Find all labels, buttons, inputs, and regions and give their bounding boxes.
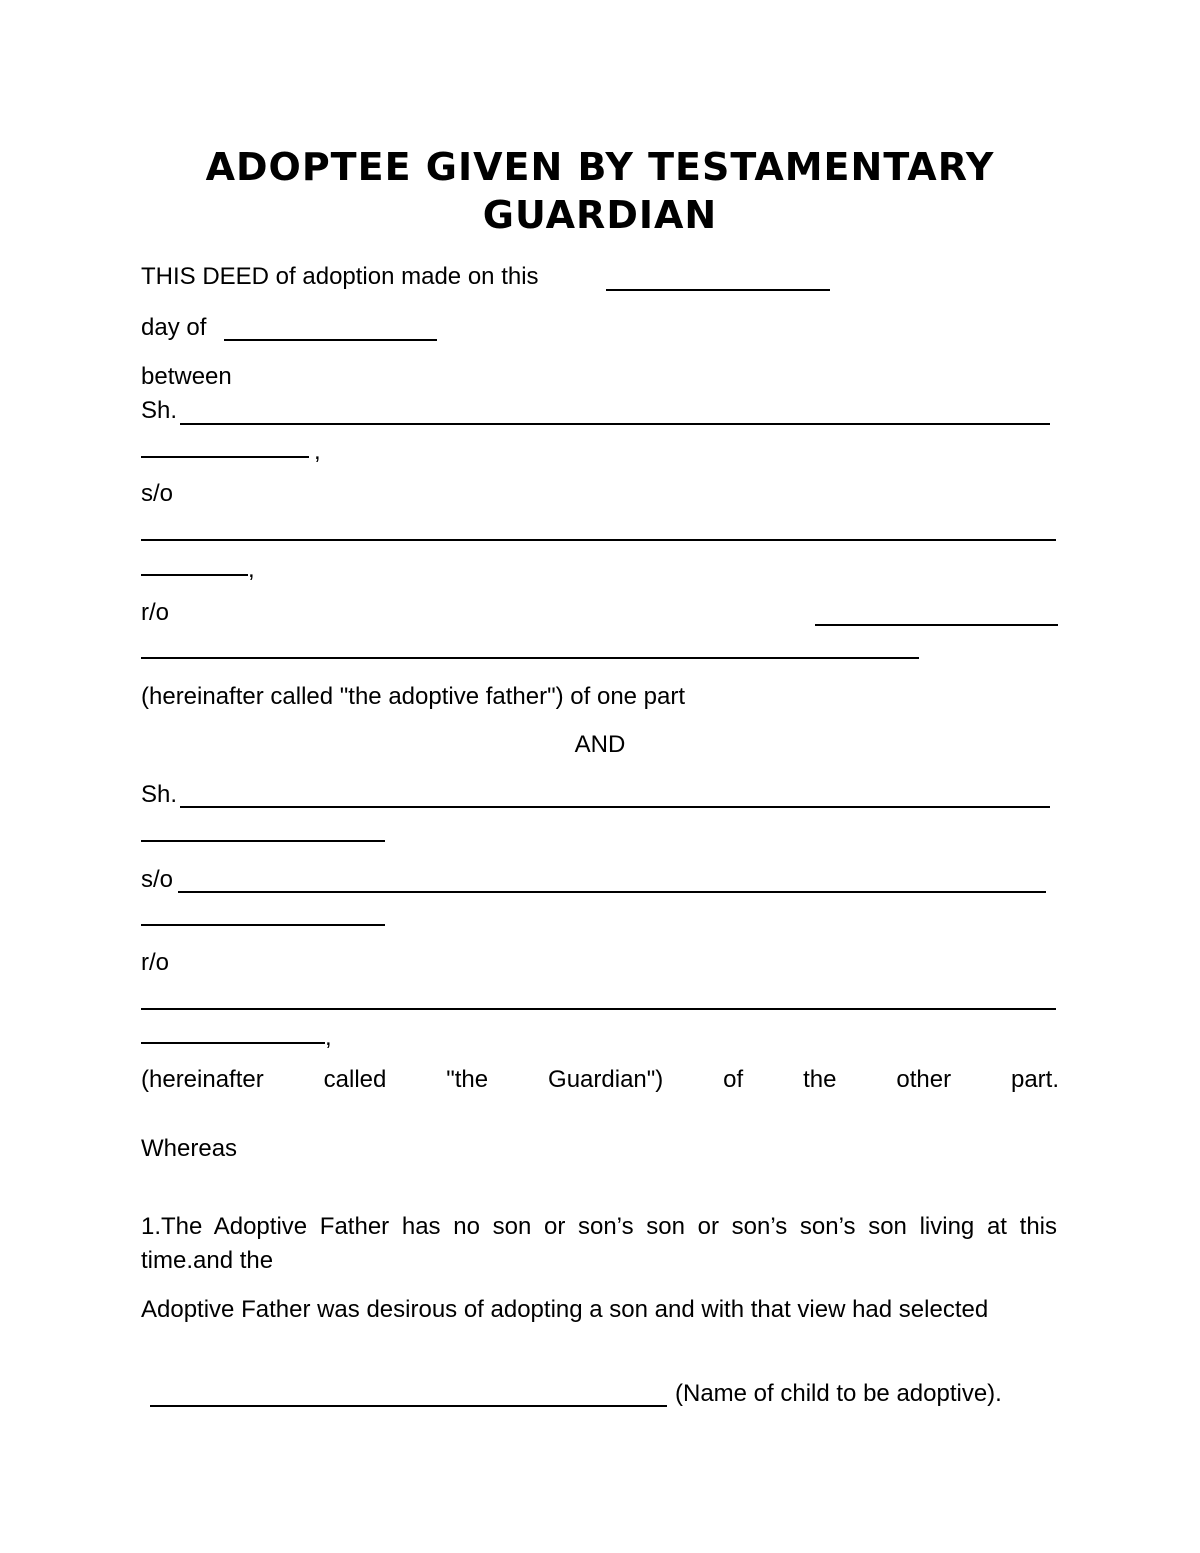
adoptive-father-parent-blank[interactable] — [141, 539, 1056, 541]
day-of-label: day of — [141, 314, 207, 341]
document-title-line2: GUARDIAN — [482, 193, 718, 237]
guardian-name-blank-2[interactable] — [141, 840, 385, 842]
adoptive-father-clause: (hereinafter called "the adoptive father") of one part — [141, 683, 686, 710]
adoptive-father-so-label: s/o — [141, 480, 174, 507]
adoptive-father-ro-label: r/o — [141, 599, 170, 626]
guardian-ro-label: r/o — [141, 949, 170, 976]
adoptive-father-name-blank[interactable] — [180, 423, 1050, 425]
document-title-line1: ADOPTEE GIVEN BY TESTAMENTARY — [205, 145, 995, 189]
guardian-so-label: s/o — [141, 866, 174, 893]
guardian-residence-blank-2[interactable] — [141, 1042, 325, 1044]
child-name-note: (Name of child to be adoptive). — [675, 1380, 1002, 1407]
whereas-paragraph-2: Adoptive Father was desirous of adopting a son and with that view had selected — [141, 1296, 989, 1323]
guardian-residence-blank[interactable] — [141, 1008, 1056, 1010]
whereas-label: Whereas — [141, 1135, 238, 1162]
adoptive-father-name-blank-2[interactable] — [141, 456, 309, 458]
adoptive-father-parent-blank-2[interactable] — [141, 574, 248, 576]
adoptive-father-residence-blank[interactable] — [815, 624, 1058, 626]
adoptive-father-sh-label: Sh. — [141, 397, 178, 424]
guardian-name-blank[interactable] — [180, 806, 1050, 808]
deed-intro: THIS DEED of adoption made on this — [141, 263, 539, 290]
whereas-paragraph-1: 1.The Adoptive Father has no son or son’s son or son’s son’s son living at this time.and the — [141, 1213, 1057, 1274]
adoptive-father-residence-blank-2[interactable] — [141, 657, 919, 659]
guardian-parent-blank-2[interactable] — [141, 924, 385, 926]
guardian-parent-blank[interactable] — [178, 891, 1046, 893]
guardian-sh-label: Sh. — [141, 781, 178, 808]
comma-2: , — [248, 556, 255, 583]
and-separator: AND — [574, 731, 626, 758]
comma-3: , — [325, 1024, 332, 1051]
month-blank[interactable] — [224, 339, 437, 341]
date-blank[interactable] — [606, 289, 830, 291]
child-name-blank[interactable] — [150, 1405, 667, 1407]
comma-1: , — [314, 438, 321, 465]
guardian-clause: (hereinafter called "the Guardian") of the other part. — [141, 1066, 1059, 1093]
between-label: between — [141, 363, 232, 390]
